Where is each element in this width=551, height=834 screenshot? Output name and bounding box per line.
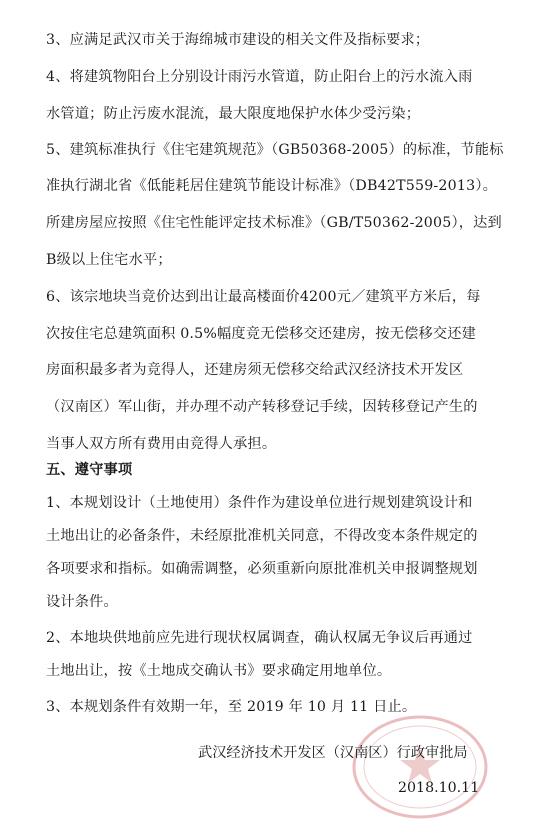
paragraph-line: 当事人双方所有费用由竞得人承担。 — [46, 436, 277, 452]
paragraph-line: 设计条件。 — [46, 594, 118, 610]
paragraph-line: 5、建筑标准执行《住宅建筑规范》（GB50368-2005）的标准，节能标 — [46, 142, 504, 158]
signature-organization: 武汉经济技术开发区（汉南区）行政审批局 — [198, 745, 468, 761]
official-seal-icon — [350, 712, 490, 822]
paragraph-line: 土地出让，按《土地成交确认书》要求确定用地单位。 — [46, 663, 392, 679]
paragraph-line: 1、本规划设计（土地使用）条件作为建设单位进行规划建筑设计和 — [46, 495, 473, 511]
paragraph-line: 所建房屋应按照《住宅性能评定技术标准》（GB/T50362-2005），达到 — [46, 215, 502, 231]
paragraph-line: （汉南区）军山街，并办理不动产转移登记手续，因转移登记产生的 — [46, 399, 478, 415]
paragraph-line: 2、本地块供地前应先进行现状权属调查，确认权属无争议后再通过 — [46, 630, 473, 646]
paragraph-line: 各项要求和指标。如确需调整，必须重新向原批准机关申报调整规划 — [46, 561, 478, 577]
paragraph-line: 土地出让的必备条件，未经原批准机关同意，不得改变本条件规定的 — [46, 528, 478, 544]
paragraph-line: 3、本规划条件有效期一年，至 2019 年 10 月 11 日止。 — [46, 699, 417, 715]
section-heading: 五、遵守事项 — [46, 462, 133, 478]
paragraph-line: 准执行湖北省《低能耗居住建筑节能设计标准》（DB42T559-2013）。 — [46, 178, 497, 194]
paragraph-line: 3、应满足武汉市关于海绵城市建设的相关文件及指标要求； — [46, 32, 430, 48]
paragraph-line: 次按住宅总建筑面积 0.5%幅度竞无偿移交还建房，按无偿移交还建 — [46, 326, 477, 342]
paragraph-line: 房面积最多者为竞得人，还建房须无偿移交给武汉经济技术开发区 — [46, 362, 464, 378]
paragraph-line: B级以上住宅水平； — [46, 252, 172, 268]
paragraph-line: 水管道；防止污废水混流，最大限度地保护水体少受污染； — [46, 106, 421, 122]
paragraph-line: 6、该宗地块当竞价达到出让最高楼面价4200元／建筑平方米后，每 — [46, 289, 481, 305]
paragraph-line: 4、将建筑物阳台上分别设计雨污水管道，防止阳台上的污水流入雨 — [46, 69, 473, 85]
signature-date: 2018.10.11 — [398, 780, 480, 796]
